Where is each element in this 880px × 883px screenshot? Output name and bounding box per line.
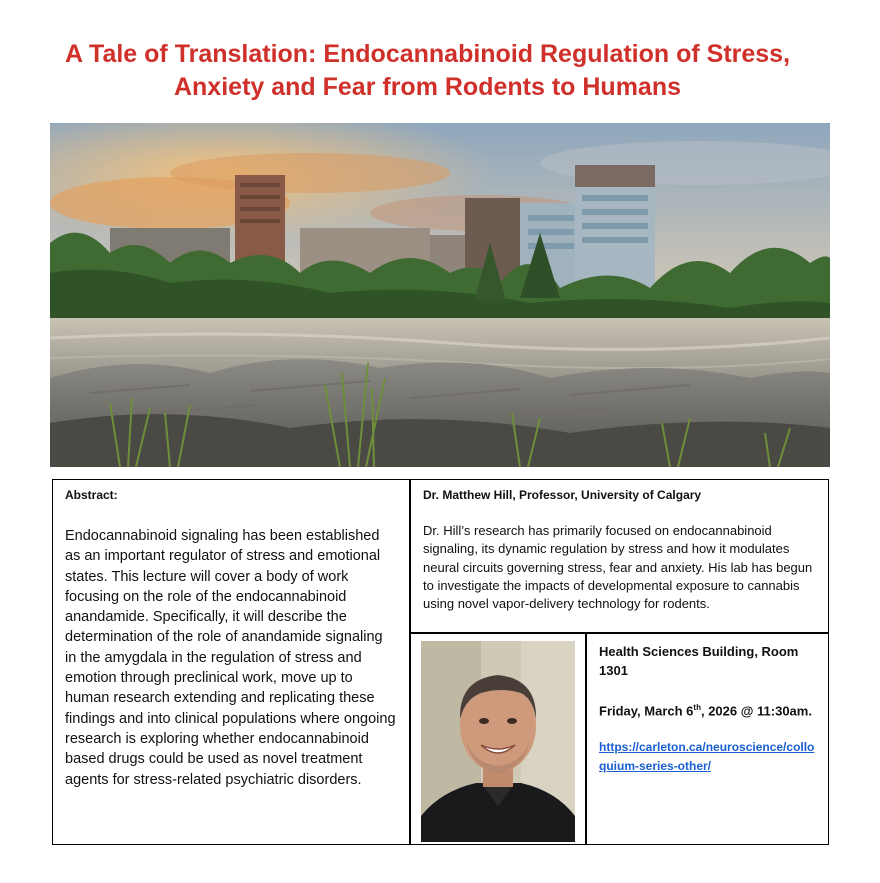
speaker-heading: Dr. Matthew Hill, Professor, University of Calgary xyxy=(423,488,702,502)
page-title: A Tale of Translation: Endocannabinoid Regulation of Stress, Anxiety and Fear from Rodents to Humans xyxy=(64,40,791,101)
event-info-box xyxy=(586,633,829,845)
abstract-box xyxy=(52,479,410,845)
speaker-bio: Dr. Hill’s research has primarily focused on endocannabinoid signaling, its dynamic regulation by stress and how it modulates neural circuits governing stress, fear and anxiety. His lab has begun to investigate the impacts of developmental exposure to cannabis using novel vapor-delivery technology for rodents. xyxy=(423,523,813,612)
colloquium-link[interactable]: https://carleton.ca/neuroscience/colloquium-series-other/ xyxy=(599,740,815,774)
speaker-bio-box xyxy=(410,479,829,633)
speaker-portrait xyxy=(421,641,575,842)
abstract-text: Endocannabinoid signaling has been established as an important regulator of stress and emotional states. This lecture will cover a body of work focusing on the role of the endocannabinoid anandamide. Specifically, it will describe the determination of the role of anandamide signaling in the amygdala in the regulation of stress and emotion through preclinical work, move up to human research extending and replicating these findings and into clinical populations where ongoing research is exploring whether endocannabinoid based drugs could be used as novel treatment agents for stress-related psychiatric disorders. xyxy=(65,528,396,788)
abstract-heading: Abstract: xyxy=(65,488,118,502)
campus-photo xyxy=(50,123,830,467)
event-location: Health Sciences Building, Room 1301 xyxy=(599,644,799,678)
portrait-box xyxy=(410,633,586,845)
event-date: Friday, March 6th, 2026 @ 11:30am. xyxy=(599,703,812,719)
